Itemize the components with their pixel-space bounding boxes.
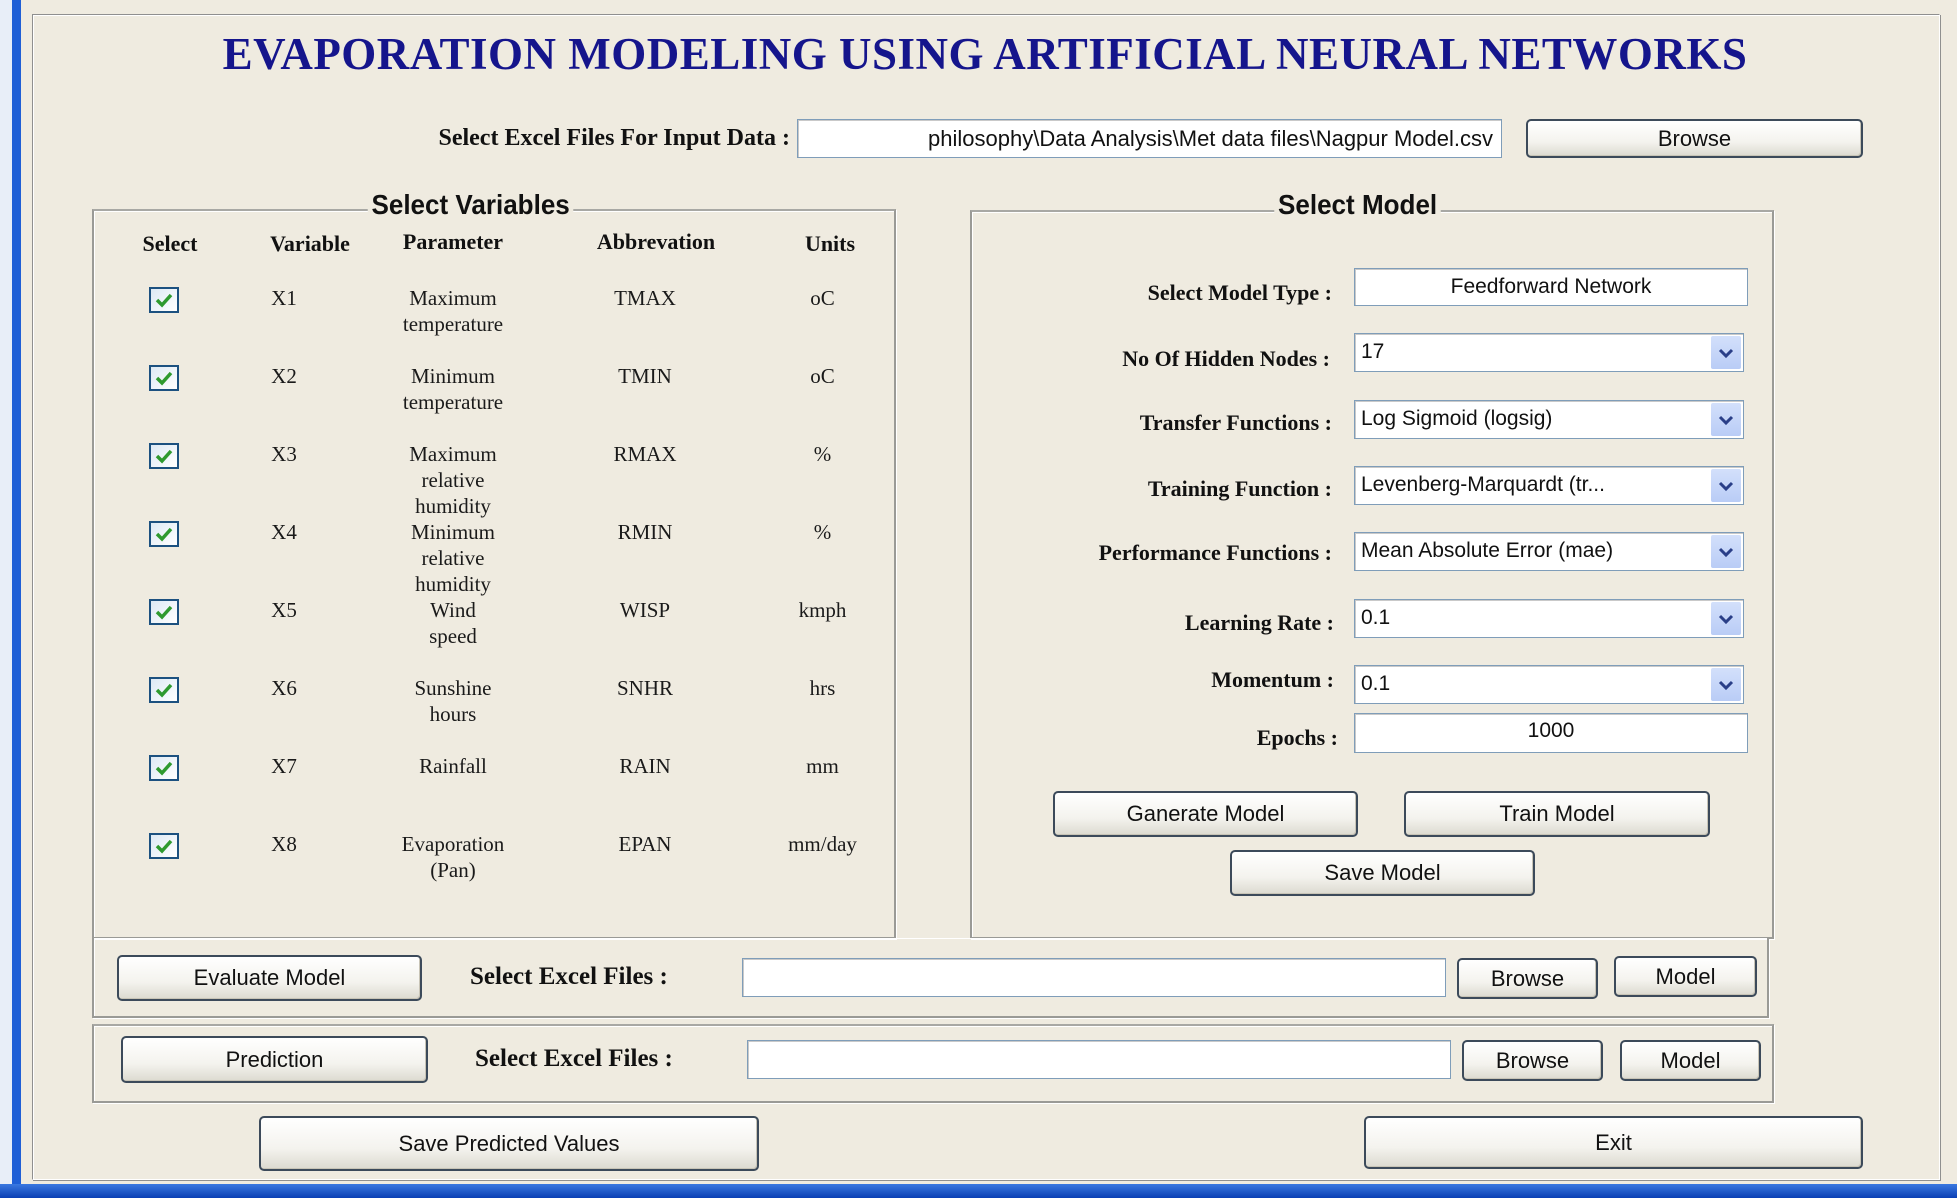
variable-units: hrs — [809, 676, 836, 700]
column-header-select: Select — [142, 231, 198, 256]
model-type-field[interactable]: Feedforward Network — [1354, 268, 1748, 306]
epochs-label: Epochs : — [1256, 725, 1338, 750]
chevron-down-icon[interactable] — [1711, 403, 1741, 436]
checkmark-icon — [154, 682, 174, 698]
hidden-nodes-label: No Of Hidden Nodes : — [1122, 346, 1330, 371]
app-title: EVAPORATION MODELING USING ARTIFICIAL NEURAL NETWORKS — [222, 29, 1748, 79]
variable-checkbox-x4[interactable] — [149, 521, 179, 547]
prediction-model-select-button[interactable]: Model — [1620, 1040, 1761, 1081]
variable-units: % — [813, 520, 832, 544]
variable-abbreviation: EPAN — [618, 832, 672, 856]
performance-function-label: Performance Functions : — [1098, 540, 1332, 565]
variable-units: % — [813, 442, 832, 466]
variable-parameter — [365, 363, 541, 415]
parameter-line: Maximum — [409, 442, 497, 466]
parameter-line: temperature — [402, 312, 504, 336]
column-header-units: Units — [804, 231, 856, 256]
variable-parameter — [365, 285, 541, 337]
parameter-line: Minimum — [410, 520, 495, 544]
variable-abbreviation: RAIN — [619, 754, 671, 778]
variable-abbreviation: RMIN — [617, 520, 673, 544]
training-function-value: Levenberg-Marquardt (tr... — [1361, 473, 1605, 496]
epochs-field[interactable]: 1000 — [1354, 713, 1748, 753]
window-bottom-border — [0, 1184, 1957, 1198]
variable-parameter — [365, 441, 541, 519]
variable-checkbox-x6[interactable] — [149, 677, 179, 703]
variable-abbreviation: RMAX — [613, 442, 677, 466]
variable-checkbox-x5[interactable] — [149, 599, 179, 625]
momentum-dropdown[interactable] — [1354, 665, 1744, 704]
hidden-nodes-value: 17 — [1361, 340, 1385, 363]
parameter-line: Maximum — [409, 286, 497, 310]
performance-function-value: Mean Absolute Error (mae) — [1361, 539, 1614, 562]
hidden-nodes-dropdown[interactable] — [1354, 333, 1744, 372]
variable-units: oC — [810, 364, 835, 388]
parameter-line: humidity — [415, 572, 491, 596]
learning-rate-value: 0.1 — [1361, 606, 1391, 629]
prediction-file-label: Select Excel Files : — [475, 1045, 673, 1072]
train-model-button[interactable]: Train Model — [1404, 791, 1710, 837]
checkmark-icon — [154, 292, 174, 308]
variable-parameter — [365, 519, 541, 597]
variable-parameter — [365, 597, 541, 649]
parameter-line: Sunshine — [414, 676, 492, 700]
save-model-button[interactable]: Save Model — [1230, 850, 1535, 896]
column-header-variable: Variable — [270, 231, 350, 256]
parameter-line: relative — [421, 546, 485, 570]
variable-units: mm/day — [788, 832, 857, 856]
input-file-path-value: philosophy\Data Analysis\Met data files\Nagpur Model.csv — [928, 126, 1493, 151]
variable-units: kmph — [798, 598, 847, 622]
prediction-file-field[interactable] — [747, 1040, 1451, 1079]
checkmark-icon — [154, 370, 174, 386]
variable-units: mm — [806, 754, 839, 778]
variable-checkbox-x1[interactable] — [149, 287, 179, 313]
column-header-parameter: Parameter — [402, 229, 504, 254]
chevron-down-icon[interactable] — [1711, 336, 1741, 369]
variable-id: X4 — [271, 520, 297, 544]
transfer-function-value: Log Sigmoid (logsig) — [1361, 407, 1553, 430]
variable-checkbox-x8[interactable] — [149, 833, 179, 859]
column-header-abbrevation: Abbrevation — [596, 229, 716, 254]
model-type-label: Select Model Type : — [1147, 280, 1332, 305]
variable-parameter — [365, 831, 541, 883]
input-file-label: Select Excel Files For Input Data : — [438, 125, 790, 151]
chevron-down-icon[interactable] — [1711, 602, 1741, 635]
training-function-label: Training Function : — [1147, 476, 1332, 501]
parameter-line: Wind — [430, 598, 476, 622]
parameter-line: temperature — [402, 390, 504, 414]
window-left-border — [12, 0, 21, 1198]
variable-checkbox-x3[interactable] — [149, 443, 179, 469]
transfer-function-label: Transfer Functions : — [1139, 410, 1332, 435]
browse-input-button[interactable]: Browse — [1526, 119, 1863, 158]
checkmark-icon — [154, 448, 174, 464]
performance-function-dropdown[interactable] — [1354, 532, 1744, 571]
select-variables-title: Select Variables — [368, 188, 574, 222]
variable-id: X8 — [271, 832, 297, 856]
checkmark-icon — [154, 526, 174, 542]
variable-parameter — [365, 753, 541, 779]
evaluate-browse-button[interactable]: Browse — [1457, 958, 1598, 999]
training-function-dropdown[interactable] — [1354, 466, 1744, 505]
parameter-line: Evaporation — [401, 832, 505, 856]
parameter-line: (Pan) — [430, 858, 476, 882]
prediction-button[interactable]: Prediction — [121, 1036, 428, 1083]
chevron-down-icon[interactable] — [1711, 469, 1741, 502]
save-predicted-values-button[interactable]: Save Predicted Values — [259, 1116, 759, 1171]
parameter-line: hours — [429, 702, 477, 726]
variable-abbreviation: SNHR — [616, 676, 674, 700]
evaluate-file-label: Select Excel Files : — [470, 963, 668, 990]
transfer-function-dropdown[interactable] — [1354, 400, 1744, 439]
parameter-line: speed — [429, 624, 477, 648]
chevron-down-icon[interactable] — [1711, 668, 1741, 701]
variable-id: X6 — [271, 676, 297, 700]
variable-parameter — [365, 675, 541, 727]
variable-id: X1 — [271, 286, 297, 310]
checkmark-icon — [154, 760, 174, 776]
parameter-line: humidity — [415, 494, 491, 518]
learning-rate-dropdown[interactable] — [1354, 599, 1744, 638]
prediction-browse-button[interactable]: Browse — [1462, 1040, 1603, 1081]
variable-id: X5 — [271, 598, 297, 622]
variable-abbreviation: WISP — [619, 598, 671, 622]
momentum-label: Momentum : — [1211, 667, 1334, 692]
exit-button[interactable]: Exit — [1364, 1116, 1863, 1169]
parameter-line: Rainfall — [419, 754, 487, 778]
variable-abbreviation: TMIN — [618, 364, 672, 388]
variable-checkbox-x7[interactable] — [149, 755, 179, 781]
variable-id: X7 — [271, 754, 297, 778]
evaluate-model-select-button[interactable]: Model — [1614, 956, 1757, 997]
parameter-line: Minimum — [410, 364, 495, 388]
variable-abbreviation: TMAX — [614, 286, 676, 310]
parameter-line: relative — [421, 468, 485, 492]
variable-id: X2 — [271, 364, 297, 388]
chevron-down-icon[interactable] — [1711, 535, 1741, 568]
evaluate-model-button[interactable]: Evaluate Model — [117, 955, 422, 1001]
evaluate-file-field[interactable] — [742, 958, 1446, 997]
variable-checkbox-x2[interactable] — [149, 365, 179, 391]
momentum-value: 0.1 — [1361, 672, 1391, 695]
learning-rate-label: Learning Rate : — [1184, 610, 1334, 635]
input-file-path-field[interactable] — [797, 119, 1502, 158]
variable-id: X3 — [271, 442, 297, 466]
checkmark-icon — [154, 604, 174, 620]
generate-model-button[interactable]: Ganerate Model — [1053, 791, 1358, 837]
variable-units: oC — [810, 286, 835, 310]
desktop-edge — [0, 0, 12, 1198]
checkmark-icon — [154, 838, 174, 854]
select-model-title: Select Model — [1274, 188, 1441, 222]
